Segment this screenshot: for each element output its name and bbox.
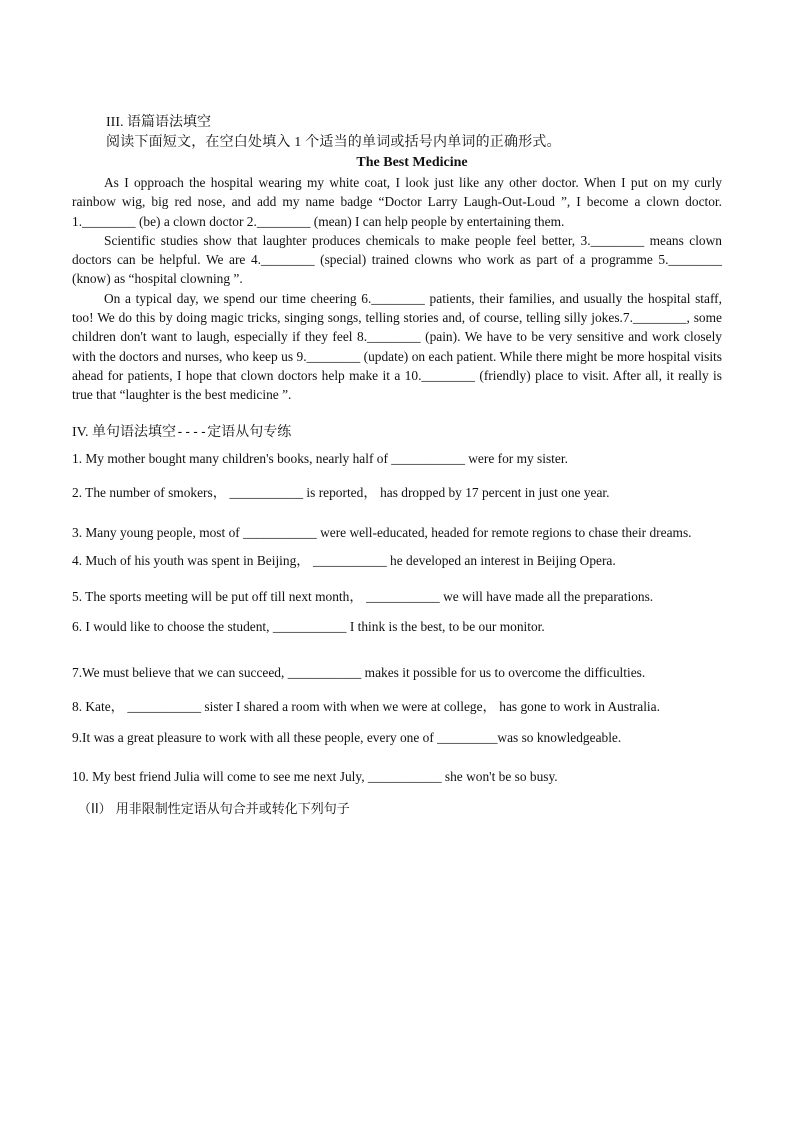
passage-paragraph-2: Scientific studies show that laughter produces chemicals to make people feel better, 3.________ means clown doctors can be helpful. We are 4.________ (special) trained clowns who work as part of a programme 5.________ (know) as “hospital clowning ”. (72, 232, 722, 287)
question-item-8: 8. Kate， ___________ sister I shared a room with when we were at college， has gone to work in Australia. (72, 698, 660, 714)
question-item-5: 5. The sports meeting will be put off till next month， ___________ we will have made all the preparations. (72, 589, 654, 605)
question-item-2: 2. The number of smokers， ___________ is reported， has dropped by 17 percent in just one year. (72, 484, 610, 500)
question-item-4: 4. Much of his youth was spent in Beijing， ___________ he developed an interest in Beijing Opera. (72, 553, 616, 569)
question-item-9: 9.It was a great pleasure to work with all these people, every one of _________was so knowledgeable. (72, 729, 622, 745)
worksheet-page (72, 113, 722, 820)
passage-title: The Best Medicine (356, 155, 468, 170)
section-3-title: III. 语篇语法填空 (106, 115, 211, 130)
section-4-title-prefix: IV. 单句语法填空 (72, 424, 176, 440)
question-item-6: 6. I would like to choose the student, ___________ I think is the best, to be our monitor. (72, 619, 545, 635)
question-item-1: 1. My mother bought many children's books, nearly half of ___________ were for my sister. (72, 450, 568, 466)
section-4-title-dashes: ---- (175, 424, 208, 440)
section-gap (72, 405, 722, 423)
question-item-10: 10. My best friend Julia will come to see me next July, ___________ she won't be so busy. (72, 769, 558, 785)
section-4-title (72, 423, 722, 443)
passage-paragraph-3: On a typical day, we spend our time cheering 6.________ patients, their families, and usually the hospital staff, too! We do this by doing magic tricks, singing songs, telling stories and, of course, telling silly jokes.7.________, some children don't want to laugh, especially if they feel 8.________ (pain). We have to be very sensitive and work closely with the doctors and nurses, who keep us 9.________ (update) on each patient. While there might be more hospital visits ahead for patients, I hope that clown doctors help make it a 10.________ (friendly) place to visit. After all, it really is true that “laughter is the best medicine ”. (72, 290, 722, 403)
question-item-3: 3. Many young people, most of ___________ were well-educated, headed for remote regions to chase their dreams. (72, 525, 692, 541)
passage-paragraph-1: As I opproach the hospital wearing my white coat, I look just like any other doctor. When I put on my curly rainbow wig, big red nose, and add my name badge “Doctor Larry Laugh-Out-Loud ”, I become a clown doctor. 1.________ (be) a clown doctor 2.________ (mean) I can help people by entertaining them. (72, 175, 722, 229)
question-item-7: 7.We must believe that we can succeed, ___________ makes it possible for us to overcome the difficulties. (72, 664, 646, 680)
section-4-title-suffix: 定语从句专练 (207, 424, 292, 440)
section-3-instruction: 阅读下面短文，在空白处填入 1 个适当的单词或括号内单词的正确形式。 (106, 135, 561, 150)
subsection-title: （II） 用非限制性定语从句合并或转化下列句子 (78, 802, 350, 818)
